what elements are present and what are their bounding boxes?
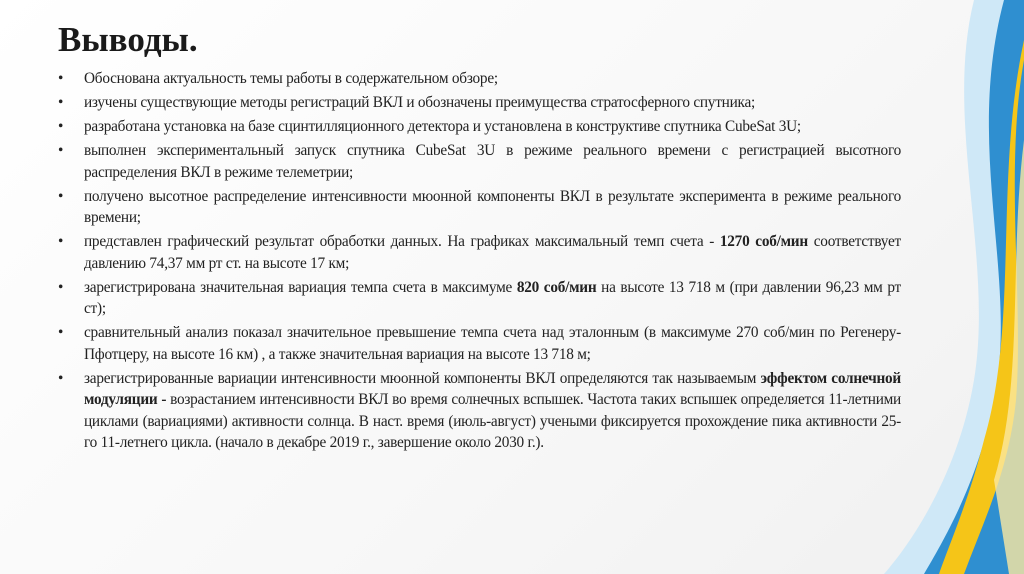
bullet-icon: • — [58, 118, 64, 135]
bullet-icon: • — [58, 233, 64, 250]
item-text: возрастанием интенсивности ВКЛ во время солнечных вспышек. Частота таких вспышек определяется 11-летними циклами (вариациями) активности солнца. В наст. время (июль-август) учеными фиксируется прохождение пика активности 25-го 11-летнего цикла. (начало в декабре 2019 г., завершение около 2030 г.). — [84, 391, 901, 451]
list-item — [58, 68, 901, 90]
bullet-icon: • — [58, 94, 64, 111]
list-item — [58, 92, 901, 114]
list-item — [58, 116, 901, 138]
bullet-icon: • — [58, 324, 64, 341]
item-text: зарегистрирована значительная вариация темпа счета в максимуме — [84, 278, 517, 296]
item-text: зарегистрированные вариации интенсивности мюонной компоненты ВКЛ определяются так называемым — [84, 369, 761, 387]
item-text: разработана установка на базе сцинтилляционного детектора и установлена в конструктиве спутника CubeSat 3U; — [84, 118, 801, 135]
bullet-icon: • — [58, 187, 64, 205]
conclusions-list — [58, 68, 901, 456]
item-text: соответствует давлению 74,37 мм рт ст. на высоте 17 км; — [84, 233, 901, 272]
bullet-icon: • — [58, 70, 64, 87]
bullet-icon: • — [58, 369, 64, 387]
bullet-icon: • — [58, 278, 64, 296]
slide-title: Выводы. — [58, 20, 198, 59]
list-item — [58, 277, 901, 320]
item-text: на высоте 13 718 м (при давлении 96,23 мм рт ст); — [84, 278, 901, 317]
list-item — [58, 140, 901, 183]
list-item — [58, 368, 901, 454]
item-text: Обоснована актуальность темы работы в содержательном обзоре; — [84, 70, 498, 87]
item-text: сравнительный анализ показал значительное превышение темпа счета над эталонным (в максимуме 270 соб/мин по Регенеру-Пфотцеру, на высоте 16 км) , а также значительная вариация на высоте 13 718 м; — [84, 324, 901, 363]
list-item — [58, 322, 901, 365]
list-item — [58, 231, 901, 274]
emphasized-text: 820 соб/мин — [516, 278, 597, 296]
item-text: выполнен экспериментальный запуск спутника CubeSat 3U в режиме реального времени с регистрацией высотного распределения ВКЛ в режиме телеметрии; — [84, 142, 901, 181]
item-text: получено высотное распределение интенсивности мюонной компоненты ВКЛ в результате эксперимента в режиме реального времени; — [84, 187, 901, 226]
emphasized-text: 1270 соб/мин — [719, 233, 808, 250]
item-text: изучены существующие методы регистраций ВКЛ и обозначены преимущества стратосферного спутника; — [84, 94, 755, 111]
emphasized-text: эффектом солнечной модуляции - — [84, 369, 901, 408]
item-text: представлен графический результат обработки данных. На графиках максимальный темп счета - — [84, 233, 720, 250]
bullet-icon: • — [58, 142, 64, 159]
list-item — [58, 186, 901, 229]
